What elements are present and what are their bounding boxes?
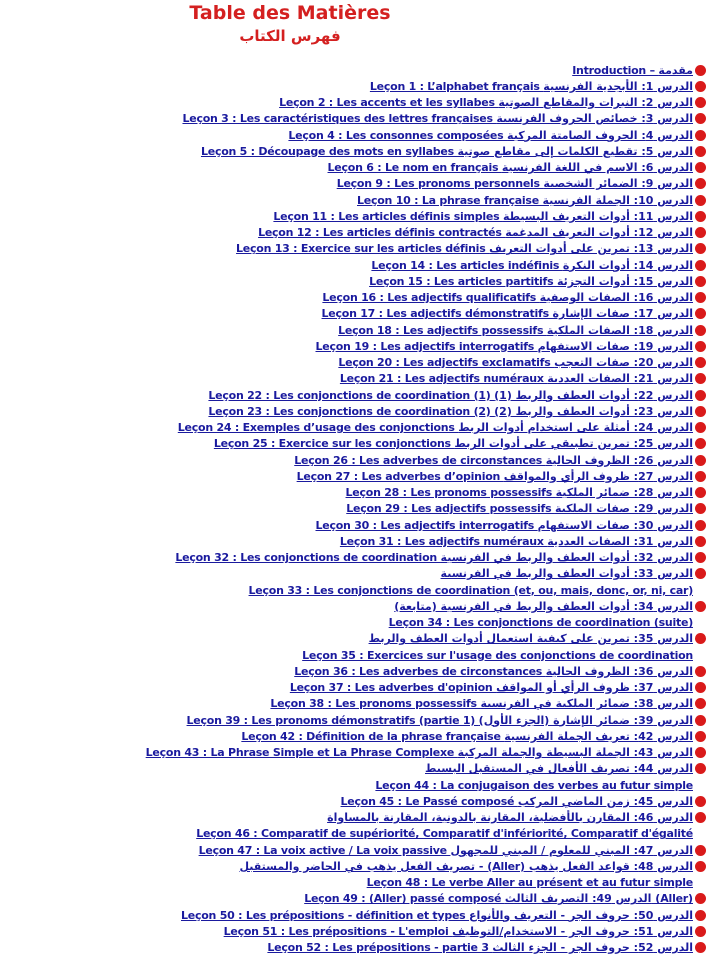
red-bullet-icon <box>695 682 706 693</box>
red-bullet-icon <box>695 81 706 92</box>
red-bullet-icon <box>695 455 706 466</box>
toc-link[interactable]: Leçon 15 : Les articles partitifs الدرس 15: أدوات التجزئة <box>369 274 693 288</box>
toc-link[interactable]: Leçon 26 : Les adverbes de circonstances الدرس 26: الظروف الحالية <box>294 453 693 467</box>
table-of-contents <box>0 62 706 956</box>
red-bullet-icon <box>695 211 706 222</box>
toc-entry <box>0 160 706 176</box>
toc-link[interactable]: Leçon 24 : Exemples d’usage des conjonctions الدرس 24: أمثلة على استخدام أدوات الربط <box>177 421 693 435</box>
red-bullet-icon <box>695 373 706 384</box>
toc-link[interactable]: الدرس 33: أدوات العطف والربط في الفرنسية <box>440 567 693 581</box>
toc-entry <box>0 875 706 891</box>
red-bullet-icon <box>695 568 706 579</box>
toc-entry <box>0 208 706 224</box>
toc-entry <box>0 728 706 744</box>
toc-link[interactable]: Leçon 27 : Les adverbes d’opinion الدرس 27: ظروف الرأي والمواقف <box>296 469 693 483</box>
toc-link[interactable]: Leçon 18 : Les adjectifs possessifs الدرس 18: الصفات الملكية <box>338 323 693 337</box>
toc-entry <box>0 810 706 826</box>
toc-entry <box>0 225 706 241</box>
toc-entry <box>0 647 706 663</box>
toc-entry <box>0 436 706 452</box>
toc-entry <box>0 907 706 923</box>
toc-link[interactable]: Leçon 49 : (Aller) passé composé الدرس 49: التصريف الثالث (Aller) <box>304 892 693 906</box>
toc-entry <box>0 631 706 647</box>
toc-link[interactable]: Leçon 32 : Les conjonctions de coordination الدرس 32: أدوات العطف والربط في الفرنسية <box>175 551 693 565</box>
red-bullet-icon <box>695 260 706 271</box>
red-bullet-icon <box>695 357 706 368</box>
toc-link[interactable]: Leçon 14 : Les articles indéfinis الدرس 14: أدوات النكرة <box>371 258 693 272</box>
red-bullet-icon <box>695 406 706 417</box>
toc-entry <box>0 273 706 289</box>
toc-entry <box>0 387 706 403</box>
toc-link[interactable]: Leçon 30 : Les adjectifs interrogatifs الدرس 30: صفات الاستفهام <box>315 518 693 532</box>
toc-entry <box>0 420 706 436</box>
toc-link[interactable]: Leçon 12 : Les articles définis contractés الدرس 12: أدوات التعريف المدغمة <box>258 226 693 240</box>
toc-link[interactable]: Leçon 34 : Les conjonctions de coordination (suite) <box>388 616 693 630</box>
toc-entry <box>0 371 706 387</box>
toc-entry <box>0 582 706 598</box>
red-bullet-icon <box>695 536 706 547</box>
red-bullet-icon <box>695 292 706 303</box>
red-bullet-icon <box>695 926 706 937</box>
toc-link[interactable]: Leçon 48 : Le verbe Aller au présent et au futur simple <box>366 876 693 890</box>
toc-link[interactable]: Leçon 47 : La voix active / La voix passive الدرس 47: المبني للمعلوم / المبني للمجهول <box>198 843 693 857</box>
toc-entry <box>0 566 706 582</box>
toc-entry <box>0 777 706 793</box>
toc-entry <box>0 550 706 566</box>
toc-link[interactable]: Leçon 45 : Le Passé composé الدرس 45: زمن الماضي المركب <box>340 794 693 808</box>
toc-link[interactable]: الدرس 34: أدوات العطف والربط في الفرنسية (متابعة) <box>394 599 693 613</box>
toc-entry <box>0 858 706 874</box>
red-bullet-icon <box>695 796 706 807</box>
toc-link[interactable]: Leçon 17 : Les adjectifs démonstratifs الدرس 17: صفات الإشارة <box>321 307 693 321</box>
toc-entry <box>0 241 706 257</box>
red-bullet-icon <box>695 910 706 921</box>
toc-entry <box>0 403 706 419</box>
toc-link[interactable]: الدرس 46: المقارن بالأفضلية، المقارنة بالدونية، المقارنة بالمساواة <box>327 811 693 825</box>
toc-link[interactable]: Leçon 20 : Les adjectifs exclamatifs الدرس 20: صفات التعجب <box>338 356 693 370</box>
toc-link[interactable]: Leçon 29 : Les adjectifs possessifs الدرس 29: صفات الملكية <box>346 502 693 516</box>
toc-entry <box>0 143 706 159</box>
toc-link[interactable]: الدرس 44: تصريف الأفعال في المستقبل البسيط <box>425 762 693 776</box>
red-bullet-icon <box>695 666 706 677</box>
red-bullet-icon <box>695 601 706 612</box>
toc-link[interactable]: Leçon 46 : Comparatif de supériorité, Comparatif d'infériorité, Comparatif d'égalité <box>196 827 693 841</box>
toc-entry <box>0 891 706 907</box>
red-bullet-icon <box>695 146 706 157</box>
toc-link[interactable]: Leçon 52 : Les prépositions - partie 3 الدرس 52: حروف الجر - الجزء الثالث <box>267 941 693 955</box>
toc-link[interactable]: Leçon 39 : Les pronoms démonstratifs (partie 1) الدرس 39: ضمائر الإشارة (الجزء الأول) <box>186 713 693 727</box>
toc-link[interactable]: Leçon 25 : Exercice sur les conjonctions الدرس 25: تمرين تطبيقي على أدوات الربط <box>213 437 693 451</box>
red-bullet-icon <box>695 731 706 742</box>
toc-entry <box>0 485 706 501</box>
toc-link[interactable]: الدرس 48: قواعد الفعل يذهب (Aller) - تصريف الفعل يذهب في الحاضر والمستقبل <box>239 859 693 873</box>
toc-link[interactable]: Leçon 44 : La conjugaison des verbes au futur simple <box>375 778 693 792</box>
toc-entry <box>0 923 706 939</box>
toc-link[interactable]: Leçon 43 : La Phrase Simple et La Phrase Complexe الدرس 43: الجملة البسيطة والجملة المركبة <box>145 746 693 760</box>
toc-entry <box>0 663 706 679</box>
toc-entry <box>0 111 706 127</box>
toc-link[interactable]: Introduction – مقدمة <box>572 63 693 77</box>
red-bullet-icon <box>695 113 706 124</box>
toc-entry <box>0 826 706 842</box>
toc-link[interactable]: Leçon 50 : Les prépositions - définition et types الدرس 50: حروف الجر - التعريف والأنواع <box>181 908 693 922</box>
toc-link[interactable]: Leçon 38 : Les pronoms possessifs الدرس 38: ضمائر الملكية في الفرنسية <box>270 697 693 711</box>
red-bullet-icon <box>695 520 706 531</box>
red-bullet-icon <box>695 503 706 514</box>
red-bullet-icon <box>695 227 706 238</box>
toc-entry <box>0 793 706 809</box>
toc-link[interactable]: Leçon 11 : Les articles définis simples الدرس 11: أدوات التعريف البسيطة <box>273 209 693 223</box>
toc-entry <box>0 761 706 777</box>
toc-entry <box>0 322 706 338</box>
red-bullet-icon <box>695 438 706 449</box>
toc-entry <box>0 62 706 78</box>
toc-entry <box>0 306 706 322</box>
red-bullet-icon <box>695 861 706 872</box>
toc-link[interactable]: Leçon 19 : Les adjectifs interrogatifs الدرس 19: صفات الاستفهام <box>315 339 693 353</box>
red-bullet-icon <box>695 276 706 287</box>
toc-link[interactable]: Leçon 51 : Les prépositions - L'emploi الدرس 51: حروف الجر - الاستخدام/التوظيف <box>223 924 693 938</box>
toc-link[interactable]: Leçon 9 : Les pronoms personnels الدرس 9: الضمائر الشخصية <box>336 177 693 191</box>
toc-entry <box>0 78 706 94</box>
red-bullet-icon <box>695 552 706 563</box>
red-bullet-icon <box>695 390 706 401</box>
toc-link[interactable]: Leçon 16 : Les adjectifs qualificatifs الدرس 16: الصفات الوصفية <box>322 291 693 305</box>
toc-entry <box>0 712 706 728</box>
toc-link[interactable]: Leçon 5 : Découpage des mots en syllabes الدرس 5: تقطيع الكلمات إلى مقاطع صوتية <box>200 144 693 158</box>
toc-entry <box>0 615 706 631</box>
toc-entry <box>0 192 706 208</box>
red-bullet-icon <box>695 308 706 319</box>
toc-link[interactable]: Leçon 6 : Le nom en français الدرس 6: الاسم في اللغة الفرنسية <box>327 161 693 175</box>
red-bullet-icon <box>695 422 706 433</box>
red-bullet-icon <box>695 893 706 904</box>
toc-entry <box>0 95 706 111</box>
red-bullet-icon <box>695 812 706 823</box>
toc-entry <box>0 533 706 549</box>
toc-entry <box>0 842 706 858</box>
toc-link[interactable]: Leçon 3 : Les caractéristiques des lettres françaises الدرس 3: خصائص الحروف الفرنسية <box>182 112 693 126</box>
toc-entry <box>0 745 706 761</box>
toc-link[interactable]: Leçon 1 : L’alphabet français الدرس 1: الأبجدية الفرنسية <box>369 79 693 93</box>
red-bullet-icon <box>695 65 706 76</box>
red-bullet-icon <box>695 845 706 856</box>
page-title: Table des Matières <box>189 2 391 24</box>
red-bullet-icon <box>695 471 706 482</box>
toc-link[interactable]: Leçon 33 : Les conjonctions de coordination (et, ou, mais, donc, or, ni, car) <box>248 583 693 597</box>
toc-entry <box>0 501 706 517</box>
red-bullet-icon <box>695 162 706 173</box>
red-bullet-icon <box>695 763 706 774</box>
toc-entry <box>0 598 706 614</box>
toc-link[interactable]: Leçon 23 : Les conjonctions de coordination (2) الدرس 23: أدوات العطف والربط (2) <box>208 404 693 418</box>
toc-entry <box>0 355 706 371</box>
red-bullet-icon <box>695 243 706 254</box>
toc-entry <box>0 338 706 354</box>
red-bullet-icon <box>695 341 706 352</box>
toc-entry <box>0 257 706 273</box>
toc-link[interactable]: Leçon 42 : Définition de la phrase française الدرس 42: تعريف الجملة الفرنسية <box>241 729 693 743</box>
red-bullet-icon <box>695 178 706 189</box>
toc-link[interactable]: Leçon 2 : Les accents et les syllabes الدرس 2: النبرات والمقاطع الصوتية <box>279 96 693 110</box>
red-bullet-icon <box>695 195 706 206</box>
toc-link[interactable]: Leçon 10 : La phrase française الدرس 10: الجملة الفرنسية <box>357 193 693 207</box>
toc-link[interactable]: Leçon 28 : Les pronoms possessifs الدرس 28: ضمائر الملكية <box>345 486 693 500</box>
toc-entry <box>0 680 706 696</box>
page-subtitle: فهرس الكتاب <box>239 27 341 45</box>
toc-entry <box>0 940 706 956</box>
toc-link[interactable]: Leçon 4 : Les consonnes composées الدرس 4: الحروف الصامتة المركبة <box>288 128 693 142</box>
toc-entry <box>0 127 706 143</box>
toc-link[interactable]: Leçon 13 : Exercice sur les articles définis الدرس 13: تمرين على أدوات التعريف <box>236 242 693 256</box>
toc-link[interactable]: Leçon 22 : Les conjonctions de coordination (1) الدرس 22: أدوات العطف والربط (1) <box>208 388 693 402</box>
toc-entry <box>0 290 706 306</box>
red-bullet-icon <box>695 325 706 336</box>
toc-link[interactable]: Leçon 37 : Les adverbes d'opinion الدرس 37: ظروف الرأي أو المواقف <box>289 681 693 695</box>
toc-entry <box>0 468 706 484</box>
toc-link[interactable]: Leçon 21 : Les adjectifs numéraux الدرس 21: الصفات العددية <box>339 372 693 386</box>
toc-link[interactable]: الدرس 35: تمرين على كيفية استعمال أدوات العطف والربط <box>368 632 693 646</box>
red-bullet-icon <box>695 942 706 953</box>
toc-link[interactable]: Leçon 31 : Les adjectifs numéraux الدرس 31: الصفات العددية <box>339 534 693 548</box>
toc-entry <box>0 176 706 192</box>
red-bullet-icon <box>695 633 706 644</box>
red-bullet-icon <box>695 747 706 758</box>
toc-entry <box>0 696 706 712</box>
red-bullet-icon <box>695 487 706 498</box>
toc-entry <box>0 452 706 468</box>
toc-link[interactable]: Leçon 36 : Les adverbes de circonstances الدرس 36: الظروف الحالية <box>294 664 693 678</box>
toc-link[interactable]: Leçon 35 : Exercices sur l'usage des conjonctions de coordination <box>302 648 693 662</box>
red-bullet-icon <box>695 715 706 726</box>
red-bullet-icon <box>695 698 706 709</box>
red-bullet-icon <box>695 97 706 108</box>
red-bullet-icon <box>695 130 706 141</box>
toc-entry <box>0 517 706 533</box>
